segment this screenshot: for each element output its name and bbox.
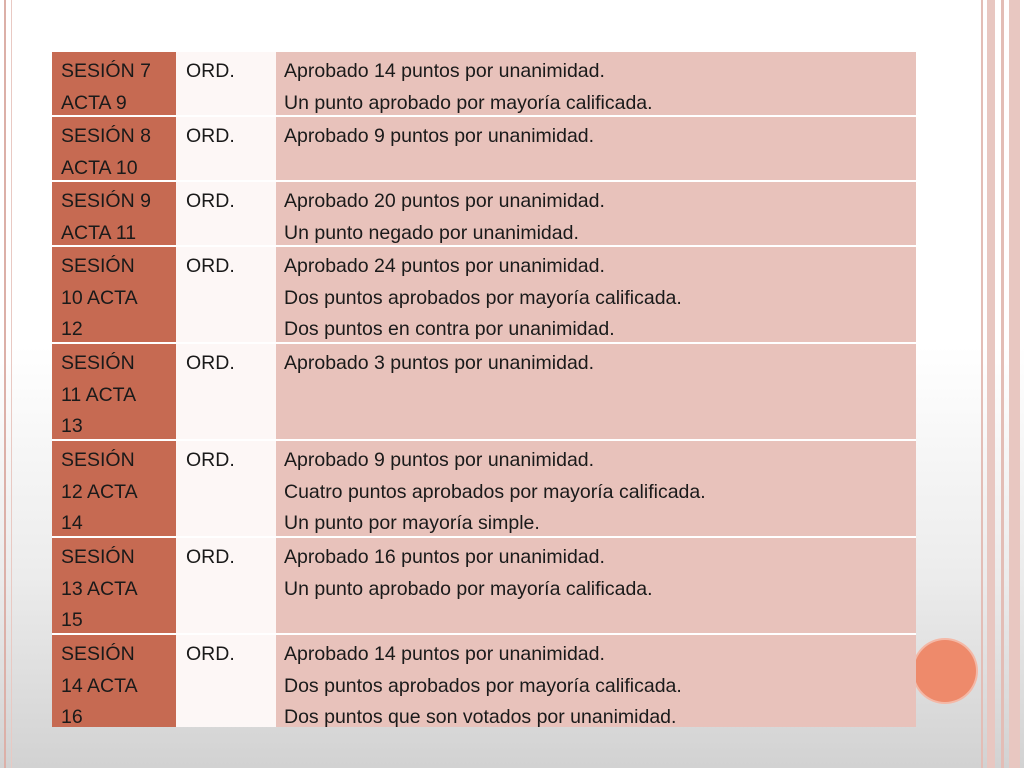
session-line: 12 xyxy=(61,318,83,340)
detail-cell xyxy=(276,538,916,633)
detail-line: Aprobado 3 puntos por unanimidad. xyxy=(284,352,595,374)
detail-line: Un punto negado por unanimidad. xyxy=(284,221,579,244)
session-line: ACTA 10 xyxy=(61,156,138,179)
right-decor-stripe xyxy=(1001,0,1004,768)
session-line: 14 xyxy=(61,512,83,534)
detail-cell xyxy=(276,117,916,180)
detail-cell xyxy=(276,182,916,245)
session-line: 15 xyxy=(61,609,83,631)
detail-line: Aprobado 9 puntos por unanimidad. xyxy=(284,449,595,471)
session-line: SESIÓN xyxy=(61,449,135,471)
detail-cell xyxy=(276,441,916,536)
session-cell xyxy=(52,52,176,115)
type-cell: ORD. xyxy=(176,538,276,633)
detail-cell xyxy=(276,635,916,727)
detail-line: Un punto por mayoría simple. xyxy=(284,512,540,534)
table-row xyxy=(52,182,916,247)
detail-line: Dos puntos que son votados por unanimidad. xyxy=(284,706,677,728)
session-line: SESIÓN 7 xyxy=(61,60,151,82)
session-line: 13 ACTA xyxy=(61,577,138,600)
session-cell xyxy=(52,182,176,245)
detail-line: Dos puntos aprobados por mayoría calificada. xyxy=(284,674,682,697)
table-row xyxy=(52,52,916,117)
detail-cell xyxy=(276,52,916,115)
detail-cell xyxy=(276,344,916,439)
session-line: 14 ACTA xyxy=(61,674,138,697)
detail-line: Un punto aprobado por mayoría calificada. xyxy=(284,91,653,114)
table-row xyxy=(52,635,916,727)
right-decor-stripe xyxy=(981,0,983,768)
type-cell: ORD. xyxy=(176,247,276,342)
type-cell: ORD. xyxy=(176,182,276,245)
type-cell: ORD. xyxy=(176,441,276,536)
sessions-table xyxy=(52,52,916,728)
session-cell xyxy=(52,117,176,180)
decorative-circle xyxy=(914,640,976,702)
session-line: 13 xyxy=(61,415,83,437)
session-cell xyxy=(52,344,176,439)
detail-line: Aprobado 9 puntos por unanimidad. xyxy=(284,125,595,147)
session-line: 12 ACTA xyxy=(61,480,138,503)
session-line: ACTA 11 xyxy=(61,221,137,244)
left-border-line xyxy=(4,0,6,768)
table-row xyxy=(52,247,916,344)
session-line: SESIÓN xyxy=(61,546,135,568)
session-cell xyxy=(52,635,176,727)
session-line: SESIÓN 9 xyxy=(61,190,151,212)
table-row xyxy=(52,538,916,635)
type-cell: ORD. xyxy=(176,117,276,180)
session-line: 10 ACTA xyxy=(61,286,138,309)
detail-line: Aprobado 14 puntos por unanimidad. xyxy=(284,643,605,665)
session-line: SESIÓN xyxy=(61,352,135,374)
session-cell xyxy=(52,247,176,342)
detail-line: Aprobado 14 puntos por unanimidad. xyxy=(284,60,605,82)
detail-line: Dos puntos aprobados por mayoría calificada. xyxy=(284,286,682,309)
detail-cell xyxy=(276,247,916,342)
session-line: SESIÓN xyxy=(61,643,135,665)
detail-line: Aprobado 20 puntos por unanimidad. xyxy=(284,190,605,212)
session-line: 11 ACTA xyxy=(61,383,137,406)
detail-line: Aprobado 24 puntos por unanimidad. xyxy=(284,255,605,277)
table-row xyxy=(52,441,916,538)
type-cell: ORD. xyxy=(176,635,276,727)
session-cell xyxy=(52,538,176,633)
table-row xyxy=(52,117,916,182)
table-row xyxy=(52,344,916,441)
session-line: 16 xyxy=(61,706,83,728)
detail-line: Aprobado 16 puntos por unanimidad. xyxy=(284,546,605,568)
type-cell: ORD. xyxy=(176,344,276,439)
detail-line: Un punto aprobado por mayoría calificada. xyxy=(284,577,653,600)
type-cell: ORD. xyxy=(176,52,276,115)
detail-line: Cuatro puntos aprobados por mayoría calificada. xyxy=(284,480,706,503)
session-line: ACTA 9 xyxy=(61,91,127,114)
session-line: SESIÓN xyxy=(61,255,135,277)
session-cell xyxy=(52,441,176,536)
session-line: SESIÓN 8 xyxy=(61,125,151,147)
detail-line: Dos puntos en contra por unanimidad. xyxy=(284,318,615,340)
right-decor-stripe xyxy=(1009,0,1020,768)
left-border-line-inner xyxy=(11,0,12,768)
right-decor-stripe xyxy=(987,0,995,768)
